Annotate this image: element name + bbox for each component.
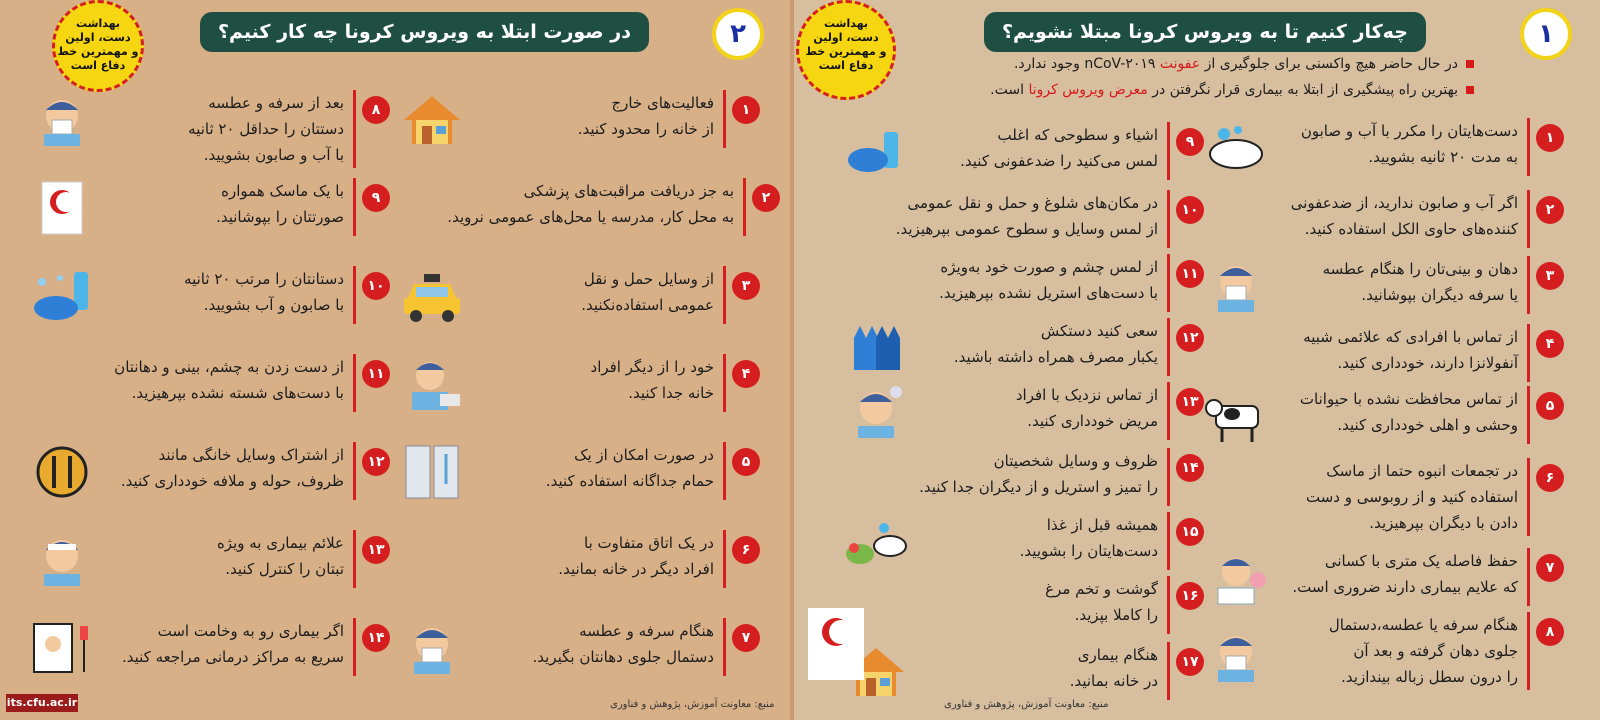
- red-crescent-logo: [808, 608, 864, 680]
- list-item: ۱۰ در مکان‌های شلوغ و حمل و نقل عمومی از لمس وسایل و سطوح عمومی بپرهیزید.: [844, 188, 1204, 268]
- site-tag: its.cfu.ac.ir: [6, 694, 78, 712]
- list-item: ۱۴ ظروف و وسایل شخصیتان را تمیز و استریل و از دیگران جدا کنید.: [844, 446, 1204, 526]
- source-credit: منبع: معاونت آموزش، پژوهش و فناوری: [610, 699, 775, 710]
- source-credit: منبع: معاونت آموزش، پژوهش و فناوری: [944, 699, 1109, 710]
- list-item: ۶ در تجمعات انبوه حتما از ماسک استفاده کنید و از روبوسی و دست دادن با دیگران بپرهیزید.: [1204, 456, 1564, 546]
- list-item: ۲ اگر آب و صابون ندارید، از ضدعفونی کننده‌های حاوی الکل استفاده کنید.: [1204, 188, 1564, 268]
- list-item: ۹ اشیاء و سطوحی که اغلب لمس می‌کنید را ضدعفونی کنید.: [844, 120, 1204, 200]
- sneeze-icon: [1204, 628, 1268, 684]
- list-item: ۱۳ از تماس نزدیک با افراد مریض خودداری کنید.: [844, 380, 1204, 460]
- list-item: ۱۱ از لمس چشم و صورت خود به‌ویژه با دست‌های استریل نشده بپرهیزید.: [844, 252, 1204, 332]
- list-item: ۱۳ علائم بیماری به ویژه تبتان را کنترل کنید.: [30, 528, 390, 608]
- list-item: ۳ از وسایل حمل و نقل عمومی استفاده‌نکنید.: [400, 264, 760, 344]
- utensils-icon: [30, 444, 94, 500]
- list-item: ۷ هنگام سرفه و عطسه دستمال جلوی دهانتان بگیرید.: [400, 616, 760, 696]
- list-item: ۸ هنگام سرفه یا عطسه،دستمال جلوی دهان گرفته و بعد آن را درون سطل زباله بیندازید.: [1204, 610, 1564, 706]
- gloves-icon: [844, 320, 908, 376]
- list-item: ۱۷ هنگام بیماری در خانه بمانید.: [844, 640, 1204, 720]
- section-2-title: در صورت ابتلا به ویروس کرونا چه کار کنیم؟: [200, 12, 649, 52]
- intro-line-1: در حال حاضر هیچ واکسنی برای جلوگیری از عفونت nCoV-۲۰۱۹ وجود ندارد.: [954, 56, 1474, 72]
- list-item: ۶ در یک اتاق متفاوت با افراد دیگر در خانه بمانید.: [400, 528, 760, 608]
- cow-icon: [1204, 388, 1268, 444]
- list-item: ۱۲ از اشتراک وسایل خانگی مانند ظروف، حوله و ملافه خودداری کنید.: [30, 440, 390, 520]
- list-item: ۲ به جز دریافت مراقبت‌های پزشکی به محل کار، مدرسه یا محل‌های عمومی نروید.: [400, 176, 780, 256]
- section-2-panel: [0, 0, 790, 720]
- list-item: ۳ دهان و بینی‌تان را هنگام عطسه یا سرفه دیگران بپوشانید.: [1204, 254, 1564, 334]
- handwash-food-icon: [844, 514, 908, 570]
- shower-icon: [400, 444, 464, 500]
- house-icon: [400, 92, 464, 148]
- list-item: ۱ فعالیت‌های خارج از خانه را محدود کنید.: [400, 88, 760, 168]
- hospital-icon: [30, 620, 94, 676]
- list-item: ۸ بعد از سرفه و عطسه دستتان را حداقل ۲۰ ثانیه با آب و صابون بشویید.: [30, 88, 390, 168]
- list-item: ۱۶ گوشت و تخم مرغ را کاملا بپزید.: [844, 574, 1204, 654]
- fever-icon: [30, 532, 94, 588]
- sneeze-icon: [400, 620, 464, 676]
- doctor-icon: [1204, 550, 1268, 606]
- list-item: ۷ حفظ فاصله یک متری با کسانی که علایم بیماری دارند ضروری است.: [1204, 546, 1564, 626]
- list-item: ۱ دست‌هایتان را مکرر با آب و صابون به مدت ۲۰ ثانیه بشویید.: [1204, 116, 1564, 196]
- hand-hygiene-badge: بهداشت دست، اولین و مهمترین خط دفاع است: [52, 0, 144, 92]
- section-1-title: چه‌کار کنیم تا به ویروس کرونا مبتلا نشویم؟: [984, 12, 1426, 52]
- section-2-number: ۲: [712, 8, 764, 60]
- section-1-number: ۱: [1520, 8, 1572, 60]
- list-item: ۱۱ از دست زدن به چشم، بینی و دهانتان با دست‌های شسته نشده بپرهیزید.: [30, 352, 390, 432]
- handwash-icon: [1204, 120, 1268, 176]
- list-item: ۱۴ اگر بیماری رو به وخامت است سریع به مراکز درمانی مراجعه کنید.: [30, 616, 390, 696]
- red-crescent-logo: [30, 180, 94, 236]
- hand-hygiene-badge: بهداشت دست، اولین و مهمترین خط دفاع است: [796, 0, 896, 100]
- sneeze-icon: [1204, 258, 1268, 314]
- list-item: ۱۲ سعی کنید دستکش یکبار مصرف همراه داشته باشید.: [844, 316, 1204, 396]
- sick-person-icon: [400, 356, 464, 412]
- sneeze-icon: [30, 92, 94, 148]
- list-item: ۱۵ همیشه قبل از غذا دست‌هایتان را بشویید.: [844, 510, 1204, 590]
- taxi-icon: [400, 268, 464, 324]
- list-item: ۴ از تماس با افرادی که علائمی شبیه آنفولانزا دارند، خودداری کنید.: [1204, 322, 1564, 402]
- handwash-icon: [30, 268, 94, 324]
- sick-person-icon: [844, 384, 908, 440]
- list-item: ۴ خود را از دیگر افراد خانه جدا کنید.: [400, 352, 760, 432]
- sanitizer-icon: [844, 124, 908, 180]
- section-1-panel: [790, 0, 1600, 720]
- list-item: ۱۰ دستانتان را مرتب ۲۰ ثانیه با صابون و آب بشویید.: [30, 264, 390, 344]
- list-item: ۵ از تماس محافظت نشده با حیوانات وحشی و اهلی خودداری کنید.: [1204, 384, 1564, 464]
- list-item: ۹ با یک ماسک همواره صورتتان را بپوشانید.: [30, 176, 390, 256]
- list-item: ۵ در صورت امکان از یک حمام جداگانه استفاده کنید.: [400, 440, 760, 520]
- intro-line-2: بهترین راه پیشگیری از ابتلا به بیماری قرار نگرفتن در معرض ویروس کرونا است.: [954, 82, 1474, 98]
